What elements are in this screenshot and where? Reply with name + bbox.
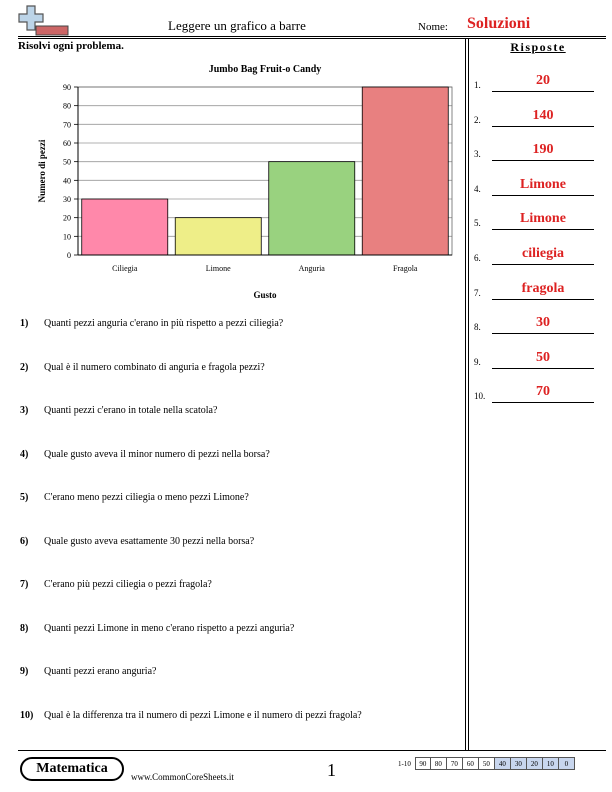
- question-number: 8): [20, 622, 29, 634]
- question-item: [20, 449, 270, 460]
- answer-value: 70: [536, 384, 550, 400]
- answer-row: [474, 280, 594, 300]
- answer-row: [474, 349, 594, 369]
- x-tick-label: Ciliegia: [112, 264, 138, 273]
- y-tick-label: 10: [63, 232, 71, 242]
- answer-line: [492, 402, 594, 403]
- answer-divider-2: [468, 38, 469, 750]
- y-tick-label: 40: [63, 176, 71, 186]
- answer-line: [492, 126, 594, 127]
- answer-number: 7.: [474, 287, 481, 298]
- answer-line: [492, 264, 594, 265]
- y-tick-label: 0: [67, 251, 71, 260]
- score-cell: 50: [479, 757, 495, 770]
- question-number: 3): [20, 405, 29, 416]
- question-number: 10): [20, 709, 34, 721]
- site-url: www.CommonCoreSheets.it: [131, 772, 234, 782]
- x-tick-label: Fragola: [393, 264, 418, 273]
- x-axis-label: Gusto: [253, 290, 277, 300]
- answer-number: 9.: [474, 356, 481, 367]
- answer-line: [492, 91, 594, 92]
- bar: [269, 162, 355, 255]
- answer-value: 30: [536, 315, 550, 331]
- worksheet-title: Leggere un grafico a barre: [168, 18, 306, 33]
- question-number: 7): [20, 579, 29, 590]
- answer-row: [474, 107, 594, 127]
- answer-number: 1.: [474, 80, 481, 90]
- answer-number: 4.: [474, 183, 481, 194]
- question-text: Qual è la differenza tra il numero di pezzi Limone e il numero di pezzi fragola?: [44, 709, 362, 721]
- question-number: 9): [20, 666, 29, 677]
- answer-value: ciliegia: [522, 246, 564, 261]
- question-item: [20, 405, 217, 416]
- answer-value: fragola: [521, 280, 565, 296]
- score-cell: 0: [559, 757, 575, 770]
- answer-value: Limone: [520, 211, 566, 227]
- answer-line: [492, 333, 594, 334]
- question-item: [20, 318, 283, 329]
- page-number: 1: [327, 760, 336, 780]
- bar: [82, 199, 168, 255]
- question-number: 2): [20, 361, 29, 373]
- header-rule-2: [18, 38, 606, 39]
- answer-value: 50: [536, 349, 550, 365]
- score-scale-label: 1-10: [398, 759, 411, 768]
- question-number: 1): [20, 318, 29, 329]
- answer-line: [492, 229, 594, 230]
- answer-line: [492, 368, 594, 369]
- question-text: C'erano meno pezzi ciliegia o meno pezzi Limone?: [44, 492, 249, 503]
- score-cell: 90: [415, 757, 431, 770]
- answer-number: 8.: [474, 322, 481, 333]
- answer-number: 3.: [474, 149, 481, 160]
- answer-number: 10.: [474, 391, 486, 402]
- y-tick-label: 20: [63, 213, 71, 223]
- subject-badge: Matematica: [20, 757, 124, 781]
- answer-row: [474, 176, 594, 196]
- instructions: Risolvi ogni problema.: [18, 40, 124, 52]
- question-item: [20, 623, 294, 634]
- question-text: Qual è il numero combinato di anguria e fragola pezzi?: [44, 361, 265, 373]
- question-item: [20, 492, 249, 503]
- answer-line: [492, 160, 594, 161]
- answer-row: [474, 72, 594, 92]
- score-cell: 80: [431, 757, 447, 770]
- score-cell: 40: [495, 757, 511, 770]
- name-label: Nome:: [418, 21, 448, 33]
- question-item: [20, 536, 254, 547]
- question-item: [20, 666, 156, 677]
- score-scale: [398, 757, 575, 770]
- score-cell: 70: [447, 757, 463, 770]
- answer-value: 20: [536, 73, 550, 88]
- question-item: [20, 710, 362, 721]
- score-cell: 30: [511, 757, 527, 770]
- bar: [175, 218, 261, 255]
- answer-row: [474, 383, 594, 403]
- x-tick-label: Anguria: [298, 264, 325, 273]
- answer-row: [474, 245, 594, 265]
- answer-row: [474, 314, 594, 334]
- question-number: 6): [20, 535, 29, 547]
- question-item: [20, 579, 212, 590]
- y-tick-label: 80: [63, 101, 71, 111]
- question-text: Quanti pezzi erano anguria?: [44, 666, 157, 677]
- x-tick-label: Limone: [205, 264, 231, 273]
- score-cell: 20: [527, 757, 543, 770]
- answer-number: 6.: [474, 253, 481, 263]
- bar-chart: [20, 55, 460, 310]
- answer-value: 140: [532, 107, 554, 123]
- chart-title: Jumbo Bag Fruit-o Candy: [208, 64, 322, 75]
- question-text: C'erano più pezzi ciliegia o pezzi fragola?: [44, 579, 212, 590]
- name-value: Soluzioni: [467, 15, 531, 32]
- question-text: Quanti pezzi Limone in meno c'erano rispetto a pezzi anguria?: [44, 622, 295, 634]
- question-text: Quanti pezzi c'erano in totale nella scatola?: [44, 405, 218, 416]
- score-cell: 60: [463, 757, 479, 770]
- answer-line: [492, 299, 594, 300]
- question-number: 5): [20, 492, 29, 503]
- answer-value: Limone: [520, 176, 566, 192]
- answer-number: 2.: [474, 114, 481, 125]
- answers-header: Risposte: [510, 40, 566, 54]
- question-text: Quale gusto aveva il minor numero di pezzi nella borsa?: [44, 448, 270, 460]
- answer-row: [474, 141, 594, 161]
- header-rule: [18, 36, 606, 37]
- answer-number: 5.: [474, 218, 481, 229]
- y-tick-label: 50: [63, 157, 71, 167]
- answer-row: [474, 210, 594, 230]
- question-item: [20, 362, 265, 373]
- question-text: Quale gusto aveva esattamente 30 pezzi nella borsa?: [44, 535, 255, 547]
- score-cell: 10: [543, 757, 559, 770]
- answer-line: [492, 195, 594, 196]
- bar: [362, 87, 448, 255]
- y-tick-label: 60: [63, 139, 71, 148]
- y-axis-label: Numero di pezzi: [37, 139, 47, 203]
- question-text: Quanti pezzi anguria c'erano in più rispetto a pezzi ciliegia?: [44, 318, 284, 329]
- question-number: 4): [20, 448, 29, 460]
- answer-divider: [465, 38, 466, 750]
- y-tick-label: 90: [63, 83, 71, 92]
- logo-icon: [18, 4, 70, 36]
- footer-rule: [18, 750, 606, 751]
- answer-value: 190: [532, 142, 554, 158]
- y-tick-label: 70: [63, 120, 71, 130]
- y-tick-label: 30: [63, 195, 71, 204]
